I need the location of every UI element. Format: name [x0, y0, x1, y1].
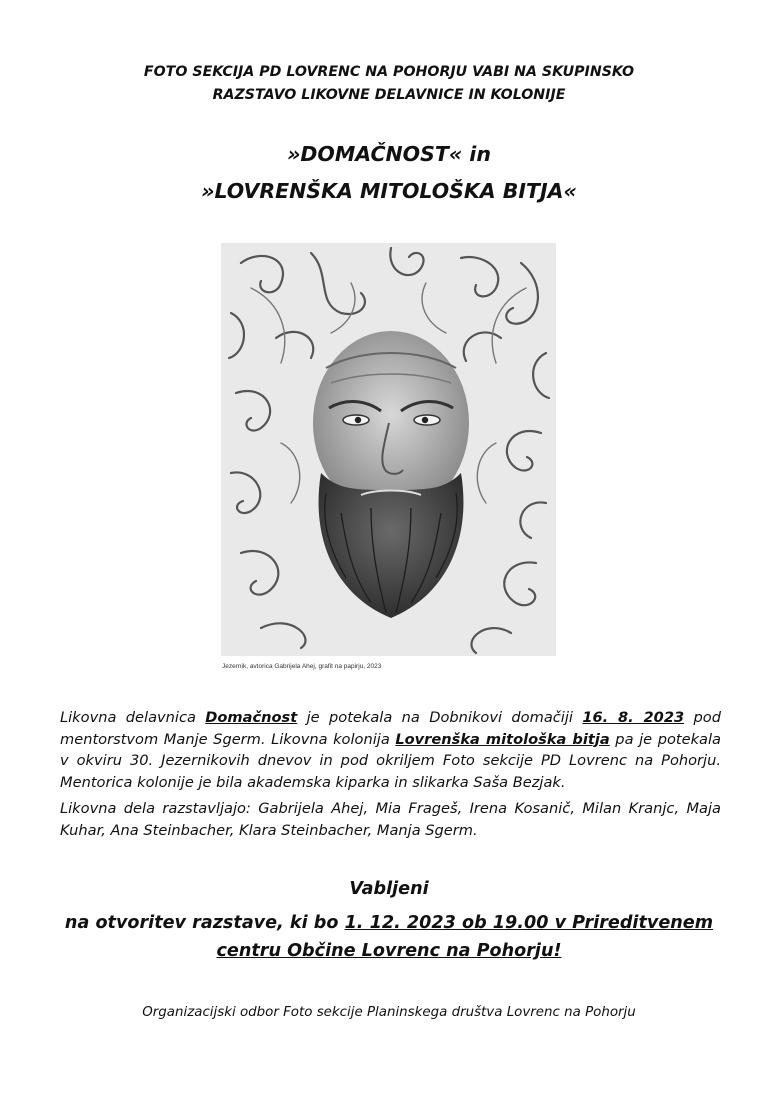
artwork-caption: Jezernik, avtorica Gabrijela Ahej, grafit na papirju, 2023: [222, 663, 382, 670]
paragraph-text: Likovna delavnica: [60, 709, 206, 726]
invitation-heading: Vabljeni: [349, 879, 429, 899]
invitation-line-3: centru Občine Lovrenc na Pohorju!: [216, 941, 562, 961]
header-line-2: RAZSTAVO LIKOVNE DELAVNICE IN KOLONIJE: [212, 87, 566, 103]
workshop-date: 16. 8. 2023: [582, 709, 685, 726]
paragraph-text: pod mentorstvom Manje Sgerm. Likovna kolonija: [60, 709, 721, 748]
workshop-paragraph: [60, 707, 721, 793]
artists-paragraph: Likovna dela razstavljajo: Gabrijela Ahej, Mia Frageš, Irena Kosanič, Milan Kranjc, Maja Kuhar, Ana Steinbacher, Klara Steinbacher, Manja Sgerm.: [60, 800, 721, 839]
invitation-line-2: [0, 909, 778, 937]
paragraph-text: pa je potekala v okviru 30. Jezernikovih dnevov in pod okriljem Foto sekcije PD Lovrenc na Pohorju. Mentorica kolonije je bila akademska kiparka in slikarka Saša Bezjak.: [60, 730, 721, 791]
paragraph-text: je potekala na Dobnikovi domačiji: [297, 709, 583, 726]
graphite-face-illustration: [221, 243, 556, 656]
title-line-1: »DOMAČNOST« in: [287, 142, 491, 166]
invitation-text: na otvoritev razstave, ki bo: [64, 913, 345, 933]
jezernik-drawing: [221, 243, 556, 656]
workshop-name: Domačnost: [205, 709, 298, 726]
header-line-1: FOTO SEKCIJA PD LOVRENC NA POHORJU VABI NA SKUPINSKO: [143, 64, 635, 80]
colony-name: Lovrenška mitološka bitja: [395, 730, 610, 748]
title-line-2: »LOVRENŠKA MITOLOŠKA BITJA«: [201, 179, 577, 203]
organizer-footer: Organizacijski odbor Foto sekcije Planinskega društva Lovrenc na Pohorju: [142, 1005, 636, 1020]
invitation-date-venue: 1. 12. 2023 ob 19.00 v Prireditvenem: [344, 913, 714, 933]
